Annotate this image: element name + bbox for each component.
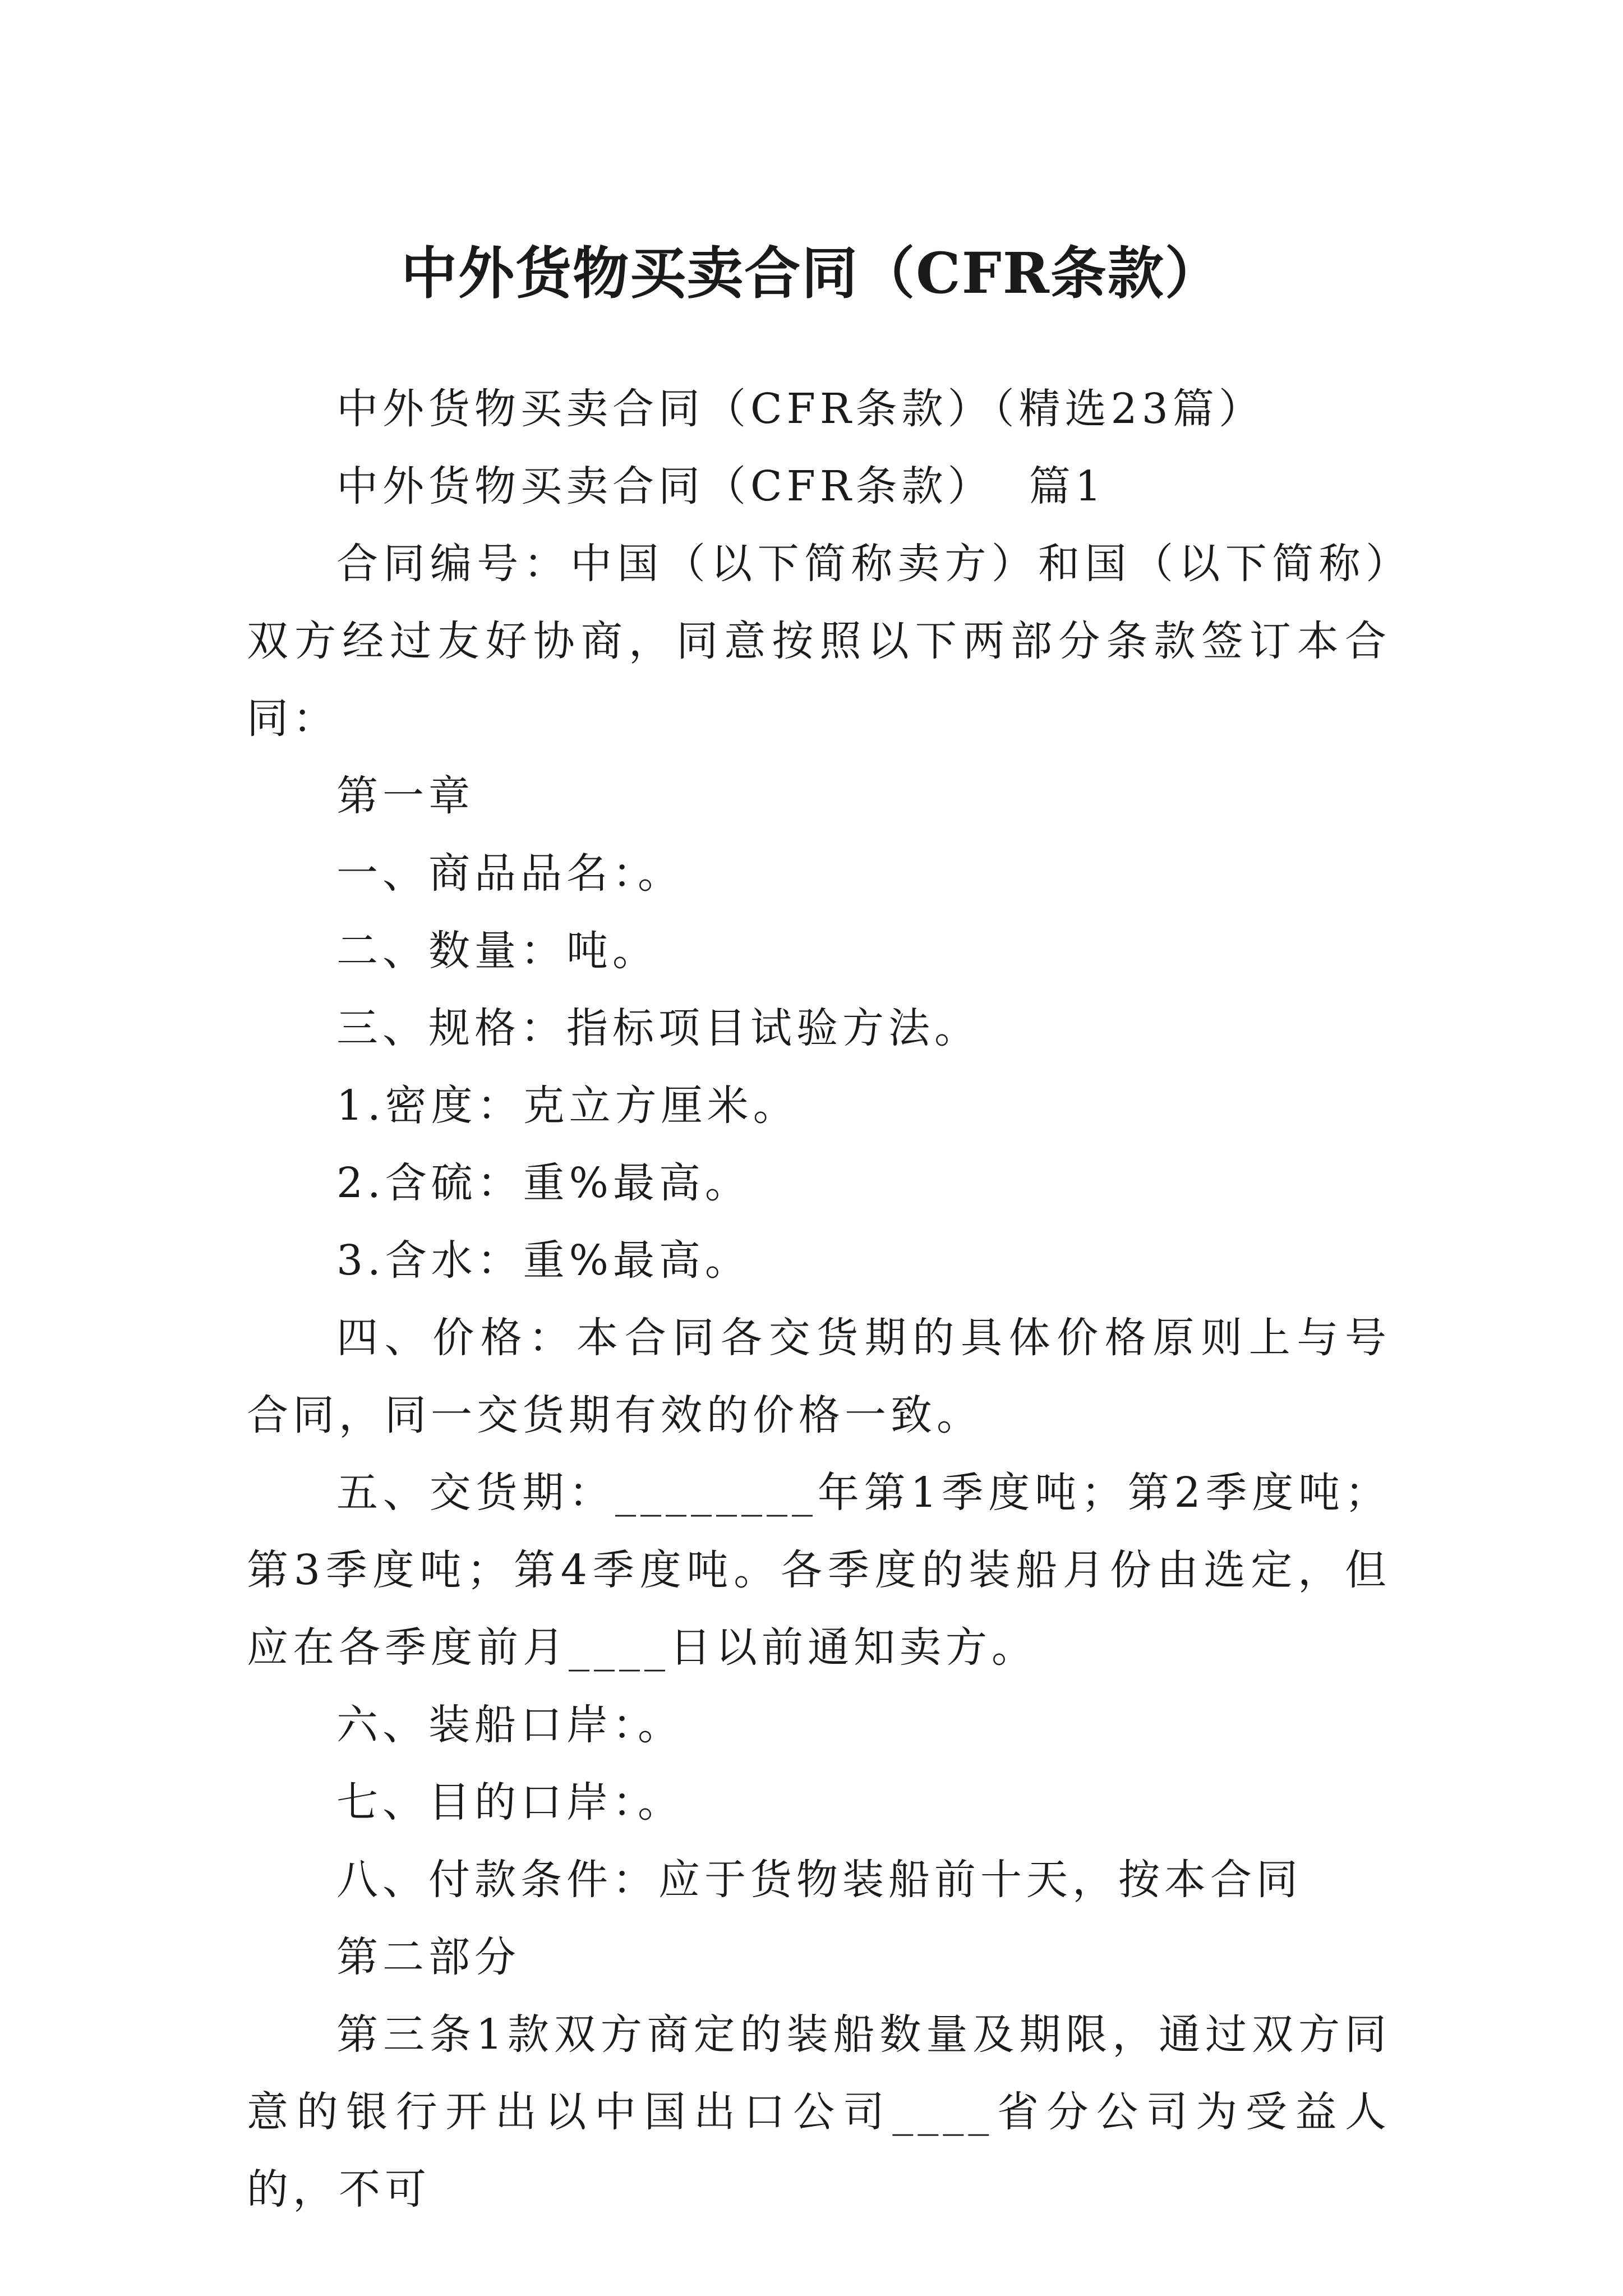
paragraph-payment: 八、付款条件：应于货物装船前十天，按本合同 bbox=[336, 1856, 1302, 1904]
paragraph-subtitle: 中外货物买卖合同（CFR条款）（精选23篇） bbox=[336, 385, 1265, 433]
paragraph-price: 四、价格：本合同各交货期的具体价格原则上与号合同，同一交货期有效的价格一致。 bbox=[247, 1314, 1391, 1439]
paragraph-article-heading: 中外货物买卖合同（CFR条款） 篇1 bbox=[336, 462, 1106, 510]
paragraph-water: 3.含水：重%最高。 bbox=[336, 1236, 751, 1285]
paragraph-part-two: 第二部分 bbox=[336, 1933, 520, 1981]
document-title: 中外货物买卖合同（CFR条款） bbox=[401, 240, 1222, 306]
paragraph-loading-port: 六、装船口岸：。 bbox=[336, 1701, 684, 1749]
paragraph-article-three: 第三条1款双方商定的装船数量及期限，通过双方同意的银行开出以中国出口公司____省分公司为受益人的，不可 bbox=[247, 2010, 1391, 2214]
paragraph-destination-port: 七、目的口岸：。 bbox=[336, 1778, 684, 1826]
paragraph-quantity: 二、数量：吨。 bbox=[336, 927, 658, 975]
paragraph-chapter-one: 第一章 bbox=[336, 772, 474, 820]
document-body bbox=[247, 370, 1391, 2228]
paragraph-delivery: 五、交货期：________年第1季度吨；第2季度吨；第3季度吨；第4季度吨。各季度的装船月份由选定，但应在各季度前月____日以前通知卖方。 bbox=[247, 1469, 1391, 1672]
paragraph-contract-intro: 合同编号：中国（以下简称卖方）和国（以下简称）双方经过友好协商，同意按照以下两部分条款签订本合同： bbox=[247, 540, 1391, 743]
paragraph-product-name: 一、商品品名：。 bbox=[336, 849, 684, 898]
paragraph-density: 1.密度：克立方厘米。 bbox=[336, 1082, 799, 1130]
paragraph-specification: 三、规格：指标项目试验方法。 bbox=[336, 1004, 980, 1052]
paragraph-sulfur: 2.含硫：重%最高。 bbox=[336, 1159, 751, 1207]
